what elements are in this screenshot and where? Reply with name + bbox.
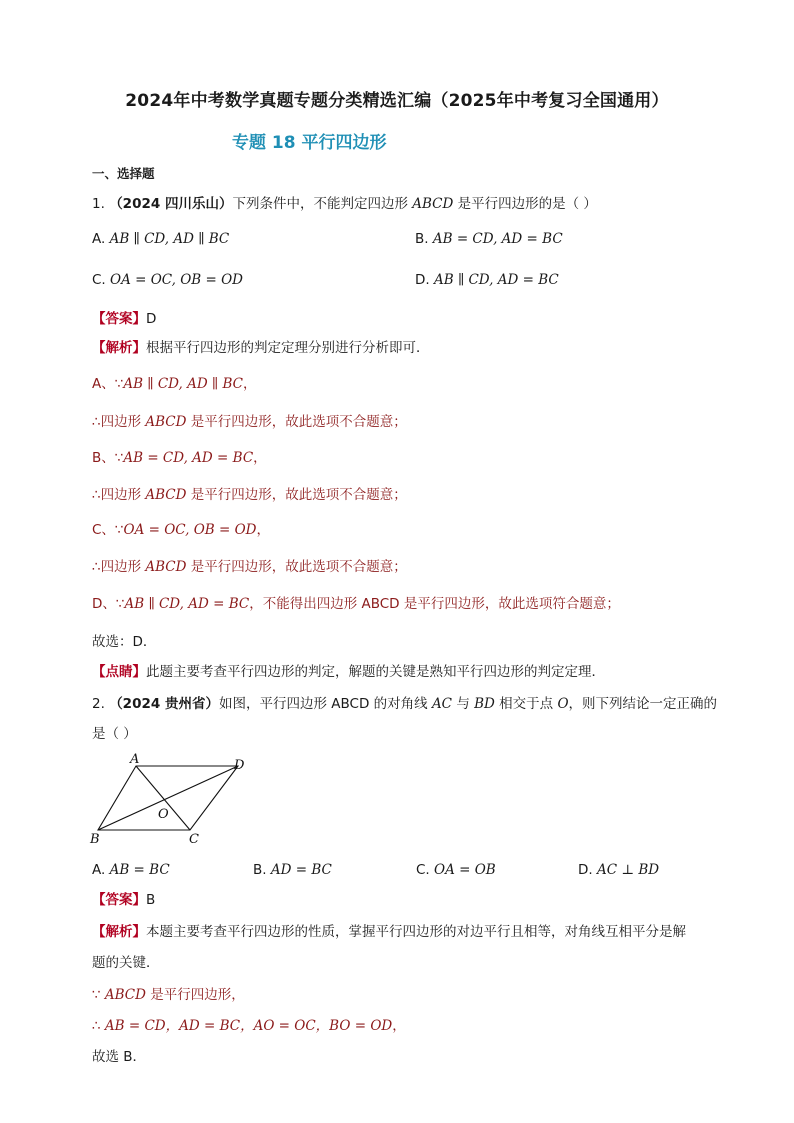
option-text: OA = OB [434, 862, 496, 878]
option-a [92, 229, 229, 249]
step-suffix: 是平行四边形，故此选项不合题意； [186, 559, 407, 575]
analysis-tag: 【解析】 [92, 340, 146, 356]
parallelogram-figure [86, 752, 256, 848]
option-letter: A. [92, 862, 106, 878]
step-suffix: ，不能得出四边形 ABCD 是平行四边形，故此选项符合题意； [249, 596, 620, 612]
step-suffix: 是平行四边形， [145, 987, 245, 1003]
q2-analysis [92, 922, 686, 942]
question-source: （2024 贵州省） [109, 696, 219, 712]
step-suffix: ， [242, 376, 257, 392]
q2-option-c [416, 860, 496, 880]
analysis-text: 根据平行四边形的判定定理分别进行分析即可． [146, 340, 430, 356]
step-math: ABCD [145, 559, 187, 575]
analysis-tag: 【解析】 [92, 924, 146, 940]
step-prefix: B、∵ [92, 450, 124, 466]
question-2-stem [92, 694, 717, 714]
option-text: AB ∥ CD, AD ∥ BC [109, 231, 230, 247]
label-b: B [90, 832, 100, 847]
step-prefix: C、∵ [92, 522, 124, 538]
q1-step-3 [92, 448, 267, 468]
document-title: 2024年中考数学真题专题分类精选汇编（2025年中考复习全国通用） [125, 91, 669, 111]
q1-step-5 [92, 520, 270, 540]
option-b [415, 229, 563, 249]
section-heading: 一、选择题 [92, 166, 155, 181]
q1-conclusion: 故选：D． [92, 634, 157, 650]
q2-step-1 [92, 985, 245, 1005]
answer-tag: 【答案】 [92, 892, 146, 908]
option-text: AC ⊥ BD [596, 862, 660, 878]
option-text: AB = CD, AD = BC [432, 231, 563, 247]
parallelogram-diagram [86, 752, 256, 848]
step-prefix: ∴四边形 [92, 559, 146, 575]
comment-text: 此题主要考查平行四边形的判定，解题的关键是熟知平行四边形的判定定理． [146, 664, 605, 680]
option-text: AD = BC [270, 862, 332, 878]
option-c [92, 270, 243, 290]
option-text: AB = BC [109, 862, 170, 878]
label-c: C [189, 832, 199, 847]
option-letter: D. [415, 272, 430, 288]
stem-math: ABCD [412, 196, 454, 212]
q1-step-6 [92, 557, 407, 577]
stem-text: ，则下列结论一定正确的 [568, 696, 718, 712]
question-source: （2024 四川乐山） [109, 196, 233, 212]
topic-subtitle: 专题 18 平行四边形 [232, 133, 387, 153]
stem-text: 是平行四边形的是（ ） [453, 196, 597, 212]
step-prefix: D、∵ [92, 596, 125, 612]
stem-text: 相交于点 [494, 696, 558, 712]
step-prefix: ∵ [92, 987, 105, 1003]
q1-analysis [92, 338, 430, 358]
option-letter: C. [92, 272, 106, 288]
q1-step-2 [92, 412, 407, 432]
step-math: AB ∥ CD, AD ∥ BC [123, 376, 243, 392]
option-letter: C. [416, 862, 430, 878]
q2-step-2 [92, 1016, 406, 1036]
stem-text: 与 [452, 696, 475, 712]
step-suffix: 是平行四边形，故此选项不合题意； [186, 487, 407, 503]
stem-math: O [557, 696, 569, 712]
step-math: OA = OC, OB = OD [123, 522, 257, 538]
step-math: AB = CD, AD = BC [123, 450, 254, 466]
label-o: O [158, 807, 169, 822]
answer-value: B [146, 892, 156, 908]
step-prefix: A、∵ [92, 376, 124, 392]
step-math: ABCD [145, 487, 187, 503]
stem-text: 如图，平行四边形 ABCD 的对角线 [218, 696, 432, 712]
option-d [415, 270, 559, 290]
option-text: AB ∥ CD, AD = BC [433, 272, 559, 288]
step-suffix: 是平行四边形，故此选项不合题意； [186, 414, 407, 430]
analysis-text: 本题主要考查平行四边形的性质，掌握平行四边形的对边平行且相等，对角线互相平分是解 [146, 924, 686, 940]
q1-step-7 [92, 594, 620, 614]
q2-answer [92, 890, 155, 910]
answer-tag: 【答案】 [92, 311, 146, 327]
step-math: AB ∥ CD, AD = BC [124, 596, 250, 612]
option-letter: B. [415, 231, 429, 247]
q2-analysis-line2: 题的关键． [92, 955, 160, 971]
q1-answer [92, 309, 156, 329]
label-d: D [234, 758, 245, 773]
q1-step-1 [92, 374, 256, 394]
option-letter: A. [92, 231, 106, 247]
step-suffix: ， [253, 450, 267, 466]
stem-text: 下列条件中，不能判定四边形 [232, 196, 413, 212]
question-number: 2. [92, 696, 105, 712]
step-suffix: ， [256, 522, 270, 538]
step-math: AB = CD，AD = BC，AO = OC，BO = OD [104, 1018, 393, 1034]
step-suffix: ， [392, 1018, 406, 1034]
q2-conclusion: 故选 B． [92, 1049, 147, 1065]
step-math: ABCD [145, 414, 187, 430]
option-letter: B. [253, 862, 267, 878]
question-2-stem-line2: 是（ ） [92, 726, 137, 742]
q2-option-d [578, 860, 659, 880]
option-text: OA = OC, OB = OD [110, 272, 243, 288]
step-prefix: ∴ [92, 1018, 105, 1034]
stem-math: AC [431, 696, 453, 712]
q2-option-a [92, 860, 170, 880]
option-letter: D. [578, 862, 593, 878]
question-number: 1. [92, 196, 105, 212]
q1-comment [92, 662, 605, 682]
question-1-stem [92, 194, 597, 214]
q1-step-4 [92, 485, 407, 505]
comment-tag: 【点睛】 [92, 664, 146, 680]
label-a: A [130, 752, 140, 767]
stem-math: BD [474, 696, 495, 712]
q2-option-b [253, 860, 332, 880]
step-prefix: ∴四边形 [92, 487, 146, 503]
step-prefix: ∴四边形 [92, 414, 146, 430]
answer-value: D [146, 311, 157, 327]
step-math: ABCD [104, 987, 146, 1003]
